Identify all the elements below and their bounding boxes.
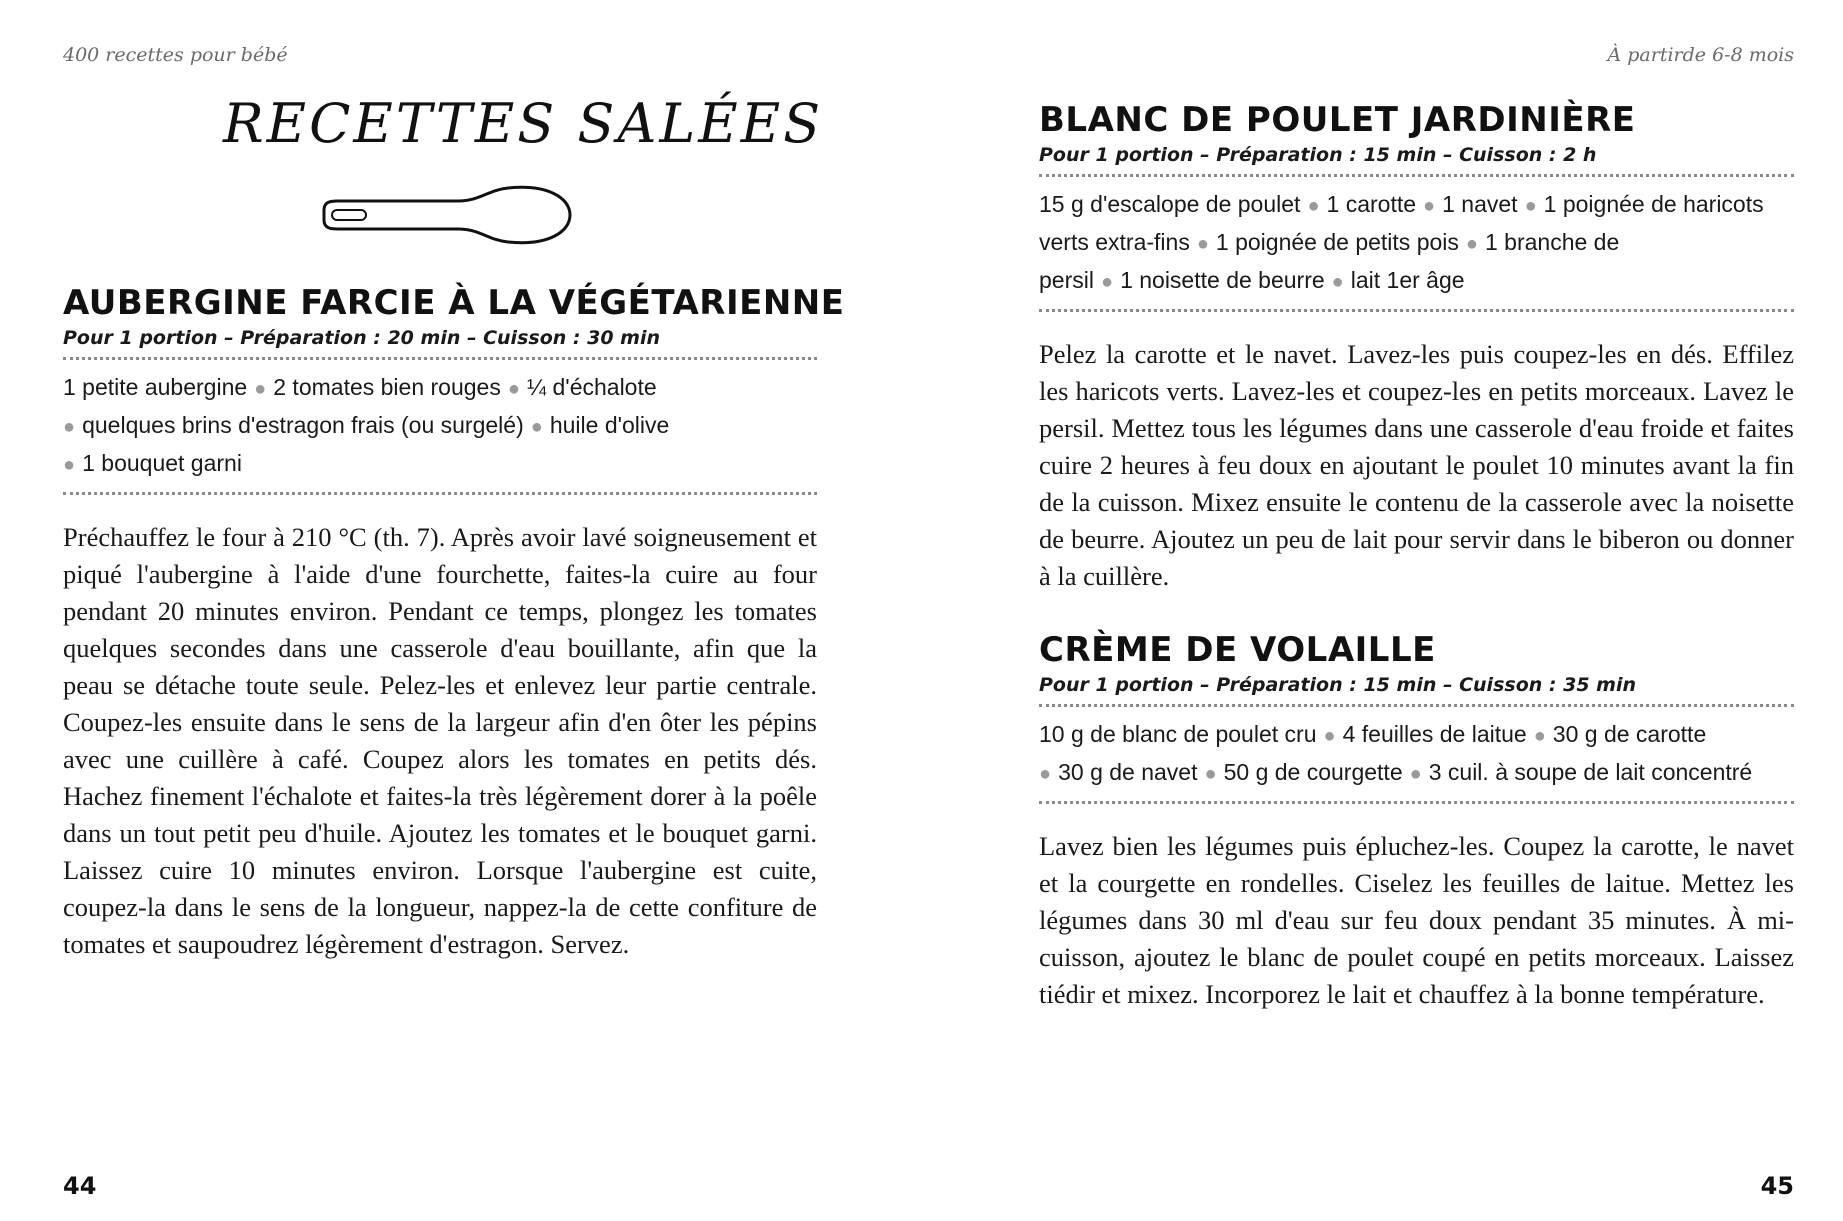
- bullet-icon: ●: [1409, 763, 1422, 785]
- running-head-right: À partirde 6-8 mois: [1607, 44, 1794, 66]
- ingredient: 4 feuilles de laitue: [1342, 721, 1527, 747]
- recipe-instructions: Préchauffez le four à 210 °C (th. 7). Après avoir lavé soigneusement et piqué l'aubergine à l'aide d'une fourchette, faites-la cuire au four pendant 20 minutes environ. Pendant ce temps, plongez les tomates quelques secondes dans une casserole d'eau bouillante, afin que la peau se détache toute seule. Pelez-les et enlevez leur partie centrale. Coupez-les ensuite dans le sens de la largeur afin d'en ôter les pépins avec une cuillère à café. Coupez alors les tomates en petits dés. Hachez finement l'échalote et faites-la très légèrement dorer à la poêle dans un tout petit peu d'huile. Ajoutez les tomates et le bouquet garni. Laissez cuire 10 minutes environ. Lorsque l'aubergine est cuite, coupez-la dans le sens de la longueur, nappez-la de cette confiture de tomates et saupoudrez légèrement d'estragon. Servez.: [63, 522, 817, 959]
- bullet-icon: ●: [1039, 763, 1052, 785]
- section-title: RECETTES SALÉES: [223, 92, 824, 155]
- recipe-title: AUBERGINE FARCIE À LA VÉGÉTARIENNE: [63, 283, 845, 323]
- ingredients-list: [1039, 704, 1794, 804]
- bullet-icon: ●: [1100, 271, 1114, 293]
- bullet-icon: ●: [1533, 725, 1546, 747]
- recipe-blanc-de-poulet: [1039, 100, 1794, 595]
- bullet-icon: ●: [1196, 233, 1209, 255]
- page-number-left: 44: [63, 1172, 97, 1200]
- bullet-icon: ●: [63, 454, 76, 476]
- bullet-icon: ●: [63, 416, 76, 438]
- running-head-left: 400 recettes pour bébé: [63, 44, 288, 66]
- recipe-instructions: Pelez la carotte et le navet. Lavez-les puis coupez-les en dés. Effilez les haricots verts. Lavez-les et coupez-les en petits morceaux. Lavez le persil. Mettez tous les légumes dans une casserole d'eau froide et faites cuire 2 heures à feu doux en ajoutant le poulet 10 minutes avant la fin de la cuisson. Mixez ensuite le contenu de la casserole avec la noisette de beurre. Ajoutez un peu de lait pour servir dans le biberon ou donner à la cuillère.: [1039, 339, 1794, 591]
- ingredient: 15 g d'escalope de poulet: [1039, 191, 1301, 217]
- bullet-icon: ●: [1323, 725, 1336, 747]
- recipe-meta: Pour 1 portion – Préparation : 15 min – Cuisson : 35 min: [1039, 674, 1636, 696]
- page-number-right: 45: [1760, 1172, 1794, 1200]
- bullet-icon: ●: [507, 378, 520, 400]
- ingredient: 1 branche de persil: [1039, 229, 1620, 293]
- recipe-instructions: Lavez bien les légumes puis épluchez-les. Coupez la carotte, le navet et la courgette en rondelles. Ciselez les feuilles de laitue. Mettez les légumes dans 30 ml d'eau sur feu doux pendant 35 minutes. À mi-cuisson, ajoutez le blanc de poulet coupé en petits morceaux. Laissez tiédir et mixez. Incorporez le lait et chauffez à la bonne température.: [1039, 831, 1794, 1009]
- recipe-aubergine: [63, 283, 845, 963]
- ingredient: 30 g de navet: [1058, 759, 1198, 785]
- bullet-icon: ●: [1524, 195, 1537, 217]
- bullet-icon: ●: [1204, 763, 1217, 785]
- bullet-icon: ●: [1307, 195, 1320, 217]
- ingredients-list: [1039, 174, 1794, 312]
- recipe-meta: Pour 1 portion – Préparation : 20 min – Cuisson : 30 min: [63, 327, 660, 349]
- ingredient: quelques brins d'estragon frais (ou surgelé): [82, 412, 524, 438]
- ingredient: 1 carotte: [1326, 191, 1417, 217]
- recipe-title: CRÈME DE VOLAILLE: [1039, 630, 1436, 670]
- ingredient: ¼ d'échalote: [526, 374, 657, 400]
- ingredient: 1 noisette de beurre: [1120, 267, 1325, 293]
- ingredient: lait 1er âge: [1350, 267, 1465, 293]
- bullet-icon: ●: [1331, 271, 1344, 293]
- ingredient: 1 poignée de petits pois: [1215, 229, 1459, 255]
- bullet-icon: ●: [1465, 233, 1478, 255]
- ingredient: 50 g de courgette: [1223, 759, 1403, 785]
- ingredients-list: [63, 357, 817, 495]
- recipe-meta: Pour 1 portion – Préparation : 15 min – Cuisson : 2 h: [1039, 144, 1597, 166]
- recipe-creme-de-volaille: [1039, 630, 1794, 1013]
- bullet-icon: ●: [530, 416, 543, 438]
- ingredient: 10 g de blanc de poulet cru: [1039, 721, 1317, 747]
- ingredient: 1 poignée de haricots verts extra-fins: [1039, 191, 1764, 255]
- ingredient: 1 navet: [1442, 191, 1518, 217]
- recipe-title: BLANC DE POULET JARDINIÈRE: [1039, 100, 1636, 140]
- ingredient: 2 tomates bien rouges: [273, 374, 501, 400]
- ingredient: 1 petite aubergine: [63, 374, 248, 400]
- right-page: [1039, 0, 1794, 1221]
- left-page: [63, 0, 845, 1221]
- ingredient: 1 bouquet garni: [82, 450, 242, 476]
- ingredient: 30 g de carotte: [1552, 721, 1707, 747]
- bullet-icon: ●: [1423, 195, 1436, 217]
- spoon-icon: [308, 180, 578, 250]
- ingredient: 3 cuil. à soupe de lait concentré: [1428, 759, 1753, 785]
- ingredient: huile d'olive: [549, 412, 670, 438]
- bullet-icon: ●: [254, 378, 267, 400]
